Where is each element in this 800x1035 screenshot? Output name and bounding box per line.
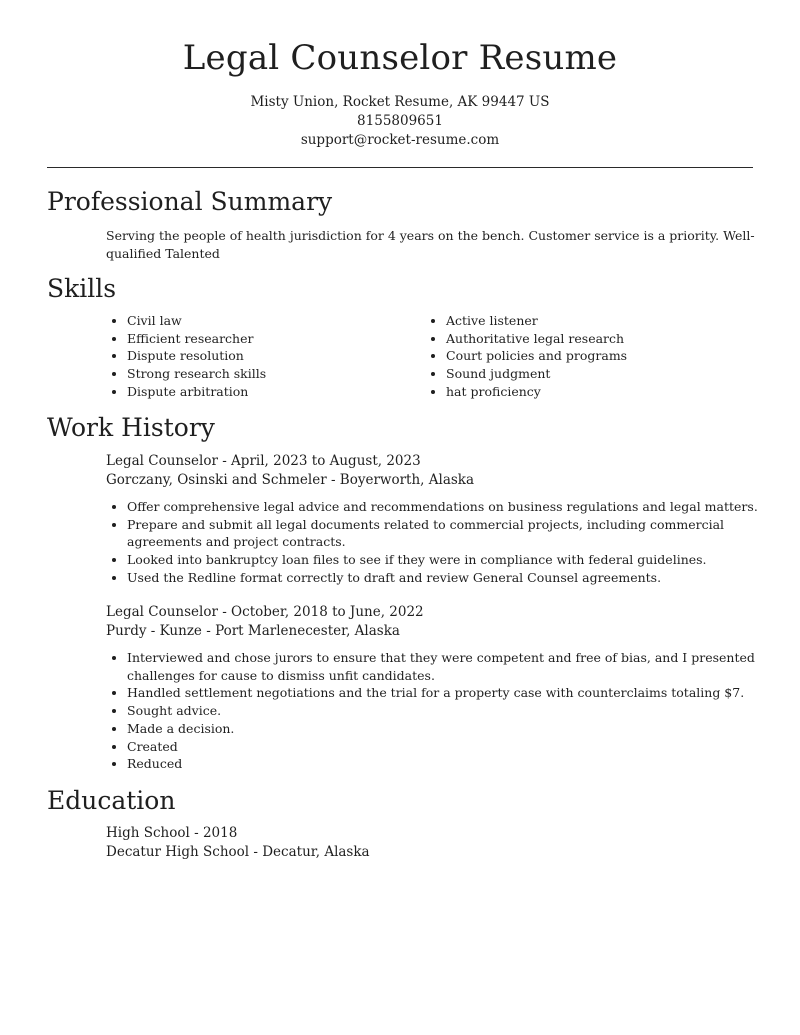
contact-email: support@rocket-resume.com <box>300 132 500 148</box>
job-title-line: Legal Counselor - April, 2023 to August, 2023 <box>106 453 421 469</box>
skills-list-left <box>106 312 427 401</box>
education-degree-line: High School - 2018 <box>106 825 238 841</box>
skill-item: • Dispute arbitration <box>127 383 427 401</box>
skill-item: • Active listener <box>446 312 746 330</box>
skill-item: • Court policies and programs <box>446 347 746 365</box>
job-bullet: • Looked into bankruptcy loan files to see if they were in compliance with federal guidelines. <box>127 551 777 569</box>
work-history-heading: Work History <box>47 413 215 442</box>
resume-title: Legal Counselor Resume <box>182 38 618 78</box>
skill-item: • Efficient researcher <box>127 330 427 348</box>
skill-item: • Dispute resolution <box>127 347 427 365</box>
job-bullet: • Sought advice. <box>127 702 777 720</box>
skill-item: • Civil law <box>127 312 427 330</box>
job-bullet: • Reduced <box>127 755 777 773</box>
header-divider <box>47 167 753 168</box>
job-title-line: Legal Counselor - October, 2018 to June, 2022 <box>106 604 424 620</box>
skills-heading: Skills <box>47 274 117 303</box>
education-heading: Education <box>47 786 176 815</box>
summary-heading: Professional Summary <box>47 187 333 216</box>
job-bullet-list <box>106 498 777 587</box>
skill-item: • Strong research skills <box>127 365 427 383</box>
job-bullet-list <box>106 649 777 773</box>
job-bullet: • Used the Redline format correctly to draft and review General Counsel agreements. <box>127 569 777 587</box>
job-bullet: • Interviewed and chose jurors to ensure that they were competent and free of bias, and I presented challenges for cause to dismiss unfit candidates. <box>127 649 777 684</box>
job-bullet: • Made a decision. <box>127 720 777 738</box>
job-employer-line: Gorczany, Osinski and Schmeler - Boyerworth, Alaska <box>106 472 475 488</box>
education-school-line: Decatur High School - Decatur, Alaska <box>106 844 370 860</box>
contact-address: Misty Union, Rocket Resume, AK 99447 US <box>250 94 550 110</box>
job-bullet: • Prepare and submit all legal documents related to commercial projects, including commercial agreements and project contracts. <box>127 516 777 551</box>
summary-text: Serving the people of health jurisdiction for 4 years on the bench. Customer service is a priority. Well-qualified Talented <box>106 228 755 261</box>
skill-item: • Sound judgment <box>446 365 746 383</box>
skills-list-right <box>425 312 746 401</box>
job-bullet: • Handled settlement negotiations and the trial for a property case with counterclaims totaling $7. <box>127 684 777 702</box>
skill-item: • hat proficiency <box>446 383 746 401</box>
job-bullet: • Offer comprehensive legal advice and recommendations on business regulations and legal matters. <box>127 498 777 516</box>
job-bullet: • Created <box>127 738 777 756</box>
job-employer-line: Purdy - Kunze - Port Marlenecester, Alaska <box>106 623 400 639</box>
skill-item: • Authoritative legal research <box>446 330 746 348</box>
contact-phone: 8155809651 <box>357 113 443 129</box>
